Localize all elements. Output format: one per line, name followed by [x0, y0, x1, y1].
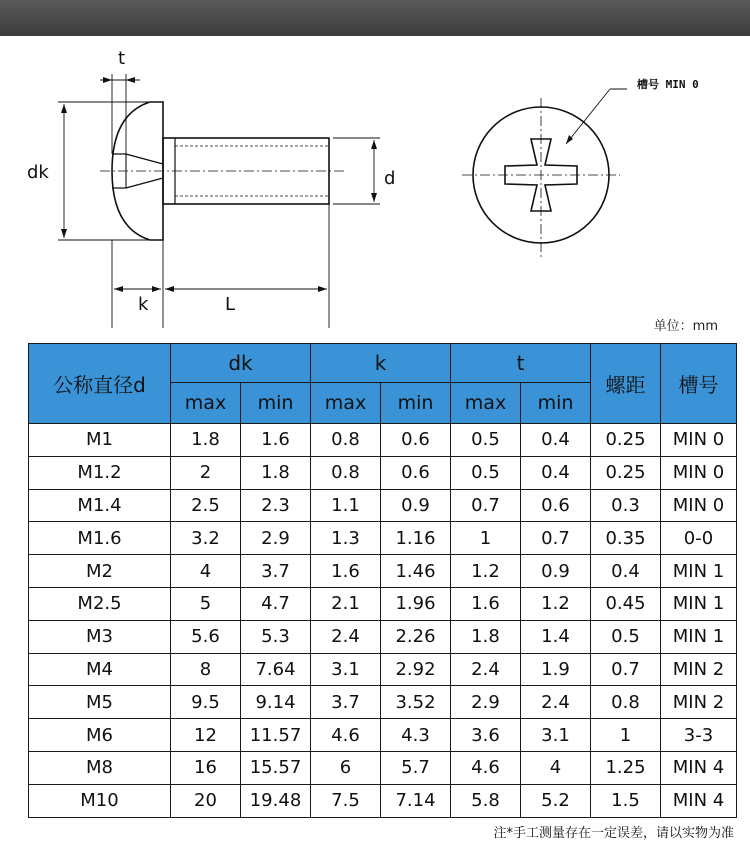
k-min-cell: 7.14: [381, 784, 451, 817]
t-min-cell: 3.1: [521, 719, 591, 752]
header-k-max: max: [311, 383, 381, 424]
slot-cell: MIN 1: [661, 555, 737, 588]
k-max-cell: 4.6: [311, 719, 381, 752]
size-cell: M2.5: [29, 587, 171, 620]
dk-max-cell: 9.5: [171, 686, 241, 719]
label-L: L: [225, 294, 236, 315]
label-k: k: [138, 294, 149, 315]
header-pitch: 螺距: [591, 344, 661, 424]
k-min-cell: 1.16: [381, 522, 451, 555]
dk-min-cell: 19.48: [241, 784, 311, 817]
slot-cell: MIN 0: [661, 424, 737, 457]
t-max-cell: 1.6: [451, 587, 521, 620]
k-min-cell: 0.6: [381, 456, 451, 489]
header-t: t: [451, 344, 591, 383]
t-max-cell: 1.8: [451, 620, 521, 653]
table-row: [29, 686, 737, 719]
pitch-cell: 1.5: [591, 784, 661, 817]
table-row: [29, 719, 737, 752]
dk-max-cell: 2: [171, 456, 241, 489]
k-min-cell: 0.9: [381, 489, 451, 522]
dk-max-cell: 5: [171, 587, 241, 620]
table-row: [29, 620, 737, 653]
pitch-cell: 0.35: [591, 522, 661, 555]
k-min-cell: 1.46: [381, 555, 451, 588]
t-max-cell: 0.7: [451, 489, 521, 522]
k-max-cell: 3.7: [311, 686, 381, 719]
size-cell: M6: [29, 719, 171, 752]
k-max-cell: 2.1: [311, 587, 381, 620]
k-max-cell: 1.3: [311, 522, 381, 555]
t-min-cell: 5.2: [521, 784, 591, 817]
header-dk-max: max: [171, 383, 241, 424]
k-max-cell: 3.1: [311, 653, 381, 686]
dk-min-cell: 4.7: [241, 587, 311, 620]
screw-technical-drawing: [0, 36, 750, 338]
dk-min-cell: 1.6: [241, 424, 311, 457]
dk-min-cell: 5.3: [241, 620, 311, 653]
label-dk: dk: [27, 162, 49, 183]
spec-table: [28, 343, 737, 818]
slot-cell: MIN 0: [661, 456, 737, 489]
k-min-cell: 4.3: [381, 719, 451, 752]
k-min-cell: 2.92: [381, 653, 451, 686]
dk-min-cell: 9.14: [241, 686, 311, 719]
header-k-min: min: [381, 383, 451, 424]
dk-min-cell: 2.3: [241, 489, 311, 522]
t-min-cell: 0.6: [521, 489, 591, 522]
header-t-min: min: [521, 383, 591, 424]
t-max-cell: 4.6: [451, 751, 521, 784]
t-max-cell: 0.5: [451, 456, 521, 489]
k-min-cell: 5.7: [381, 751, 451, 784]
k-max-cell: 7.5: [311, 784, 381, 817]
table-row: [29, 784, 737, 817]
slot-cell: 3-3: [661, 719, 737, 752]
pitch-cell: 0.45: [591, 587, 661, 620]
k-max-cell: 1.6: [311, 555, 381, 588]
size-cell: M10: [29, 784, 171, 817]
slot-cell: MIN 2: [661, 686, 737, 719]
pitch-cell: 0.3: [591, 489, 661, 522]
size-cell: M8: [29, 751, 171, 784]
k-max-cell: 0.8: [311, 424, 381, 457]
size-cell: M3: [29, 620, 171, 653]
slot-cell: MIN 1: [661, 587, 737, 620]
table-row: [29, 653, 737, 686]
size-cell: M2: [29, 555, 171, 588]
k-min-cell: 0.6: [381, 424, 451, 457]
size-cell: M5: [29, 686, 171, 719]
table-row: [29, 489, 737, 522]
dk-max-cell: 4: [171, 555, 241, 588]
k-min-cell: 2.26: [381, 620, 451, 653]
dk-min-cell: 15.57: [241, 751, 311, 784]
pitch-cell: 0.8: [591, 686, 661, 719]
k-min-cell: 1.96: [381, 587, 451, 620]
pitch-cell: 0.7: [591, 653, 661, 686]
size-cell: M1: [29, 424, 171, 457]
pitch-cell: 1.25: [591, 751, 661, 784]
slot-cell: MIN 2: [661, 653, 737, 686]
k-max-cell: 2.4: [311, 620, 381, 653]
header-slot: 槽号: [661, 344, 737, 424]
slot-cell: MIN 4: [661, 751, 737, 784]
pitch-cell: 0.4: [591, 555, 661, 588]
slot-cell: MIN 0: [661, 489, 737, 522]
table-row: [29, 456, 737, 489]
t-max-cell: 2.4: [451, 653, 521, 686]
t-min-cell: 0.9: [521, 555, 591, 588]
t-min-cell: 1.4: [521, 620, 591, 653]
table-row: [29, 522, 737, 555]
footnote: 注*手工测量存在一定误差，请以实物为准: [493, 826, 734, 841]
dk-min-cell: 2.9: [241, 522, 311, 555]
dk-max-cell: 2.5: [171, 489, 241, 522]
dk-max-cell: 20: [171, 784, 241, 817]
t-min-cell: 1.9: [521, 653, 591, 686]
t-min-cell: 2.4: [521, 686, 591, 719]
t-max-cell: 2.9: [451, 686, 521, 719]
dk-max-cell: 12: [171, 719, 241, 752]
table-row: [29, 587, 737, 620]
dk-max-cell: 16: [171, 751, 241, 784]
t-min-cell: 0.4: [521, 456, 591, 489]
slot-cell: 0-0: [661, 522, 737, 555]
t-min-cell: 1.2: [521, 587, 591, 620]
label-d: d: [384, 168, 396, 189]
t-max-cell: 5.8: [451, 784, 521, 817]
slot-callout: 槽号 MIN 0: [637, 78, 699, 91]
t-max-cell: 3.6: [451, 719, 521, 752]
spec-table-body: [29, 424, 737, 818]
t-max-cell: 1.2: [451, 555, 521, 588]
dk-max-cell: 3.2: [171, 522, 241, 555]
table-row: [29, 751, 737, 784]
size-cell: M1.4: [29, 489, 171, 522]
pitch-cell: 0.5: [591, 620, 661, 653]
size-cell: M1.2: [29, 456, 171, 489]
pitch-cell: 1: [591, 719, 661, 752]
size-cell: M4: [29, 653, 171, 686]
dk-max-cell: 8: [171, 653, 241, 686]
dk-min-cell: 7.64: [241, 653, 311, 686]
dk-max-cell: 5.6: [171, 620, 241, 653]
dk-min-cell: 1.8: [241, 456, 311, 489]
k-max-cell: 1.1: [311, 489, 381, 522]
t-max-cell: 1: [451, 522, 521, 555]
t-min-cell: 0.7: [521, 522, 591, 555]
k-max-cell: 0.8: [311, 456, 381, 489]
label-t: t: [118, 48, 126, 69]
dk-max-cell: 1.8: [171, 424, 241, 457]
header-nominal-diameter: 公称直径d: [29, 344, 171, 424]
pitch-cell: 0.25: [591, 424, 661, 457]
header-dk-min: min: [241, 383, 311, 424]
header-k: k: [311, 344, 451, 383]
t-max-cell: 0.5: [451, 424, 521, 457]
t-min-cell: 4: [521, 751, 591, 784]
pitch-cell: 0.25: [591, 456, 661, 489]
k-min-cell: 3.52: [381, 686, 451, 719]
table-row: [29, 555, 737, 588]
dk-min-cell: 3.7: [241, 555, 311, 588]
dk-min-cell: 11.57: [241, 719, 311, 752]
header-t-max: max: [451, 383, 521, 424]
top-banner: [0, 0, 750, 36]
unit-label: 单位：mm: [653, 319, 718, 334]
slot-cell: MIN 1: [661, 620, 737, 653]
k-max-cell: 6: [311, 751, 381, 784]
table-row: [29, 424, 737, 457]
size-cell: M1.6: [29, 522, 171, 555]
header-dk: dk: [171, 344, 311, 383]
slot-cell: MIN 4: [661, 784, 737, 817]
t-min-cell: 0.4: [521, 424, 591, 457]
